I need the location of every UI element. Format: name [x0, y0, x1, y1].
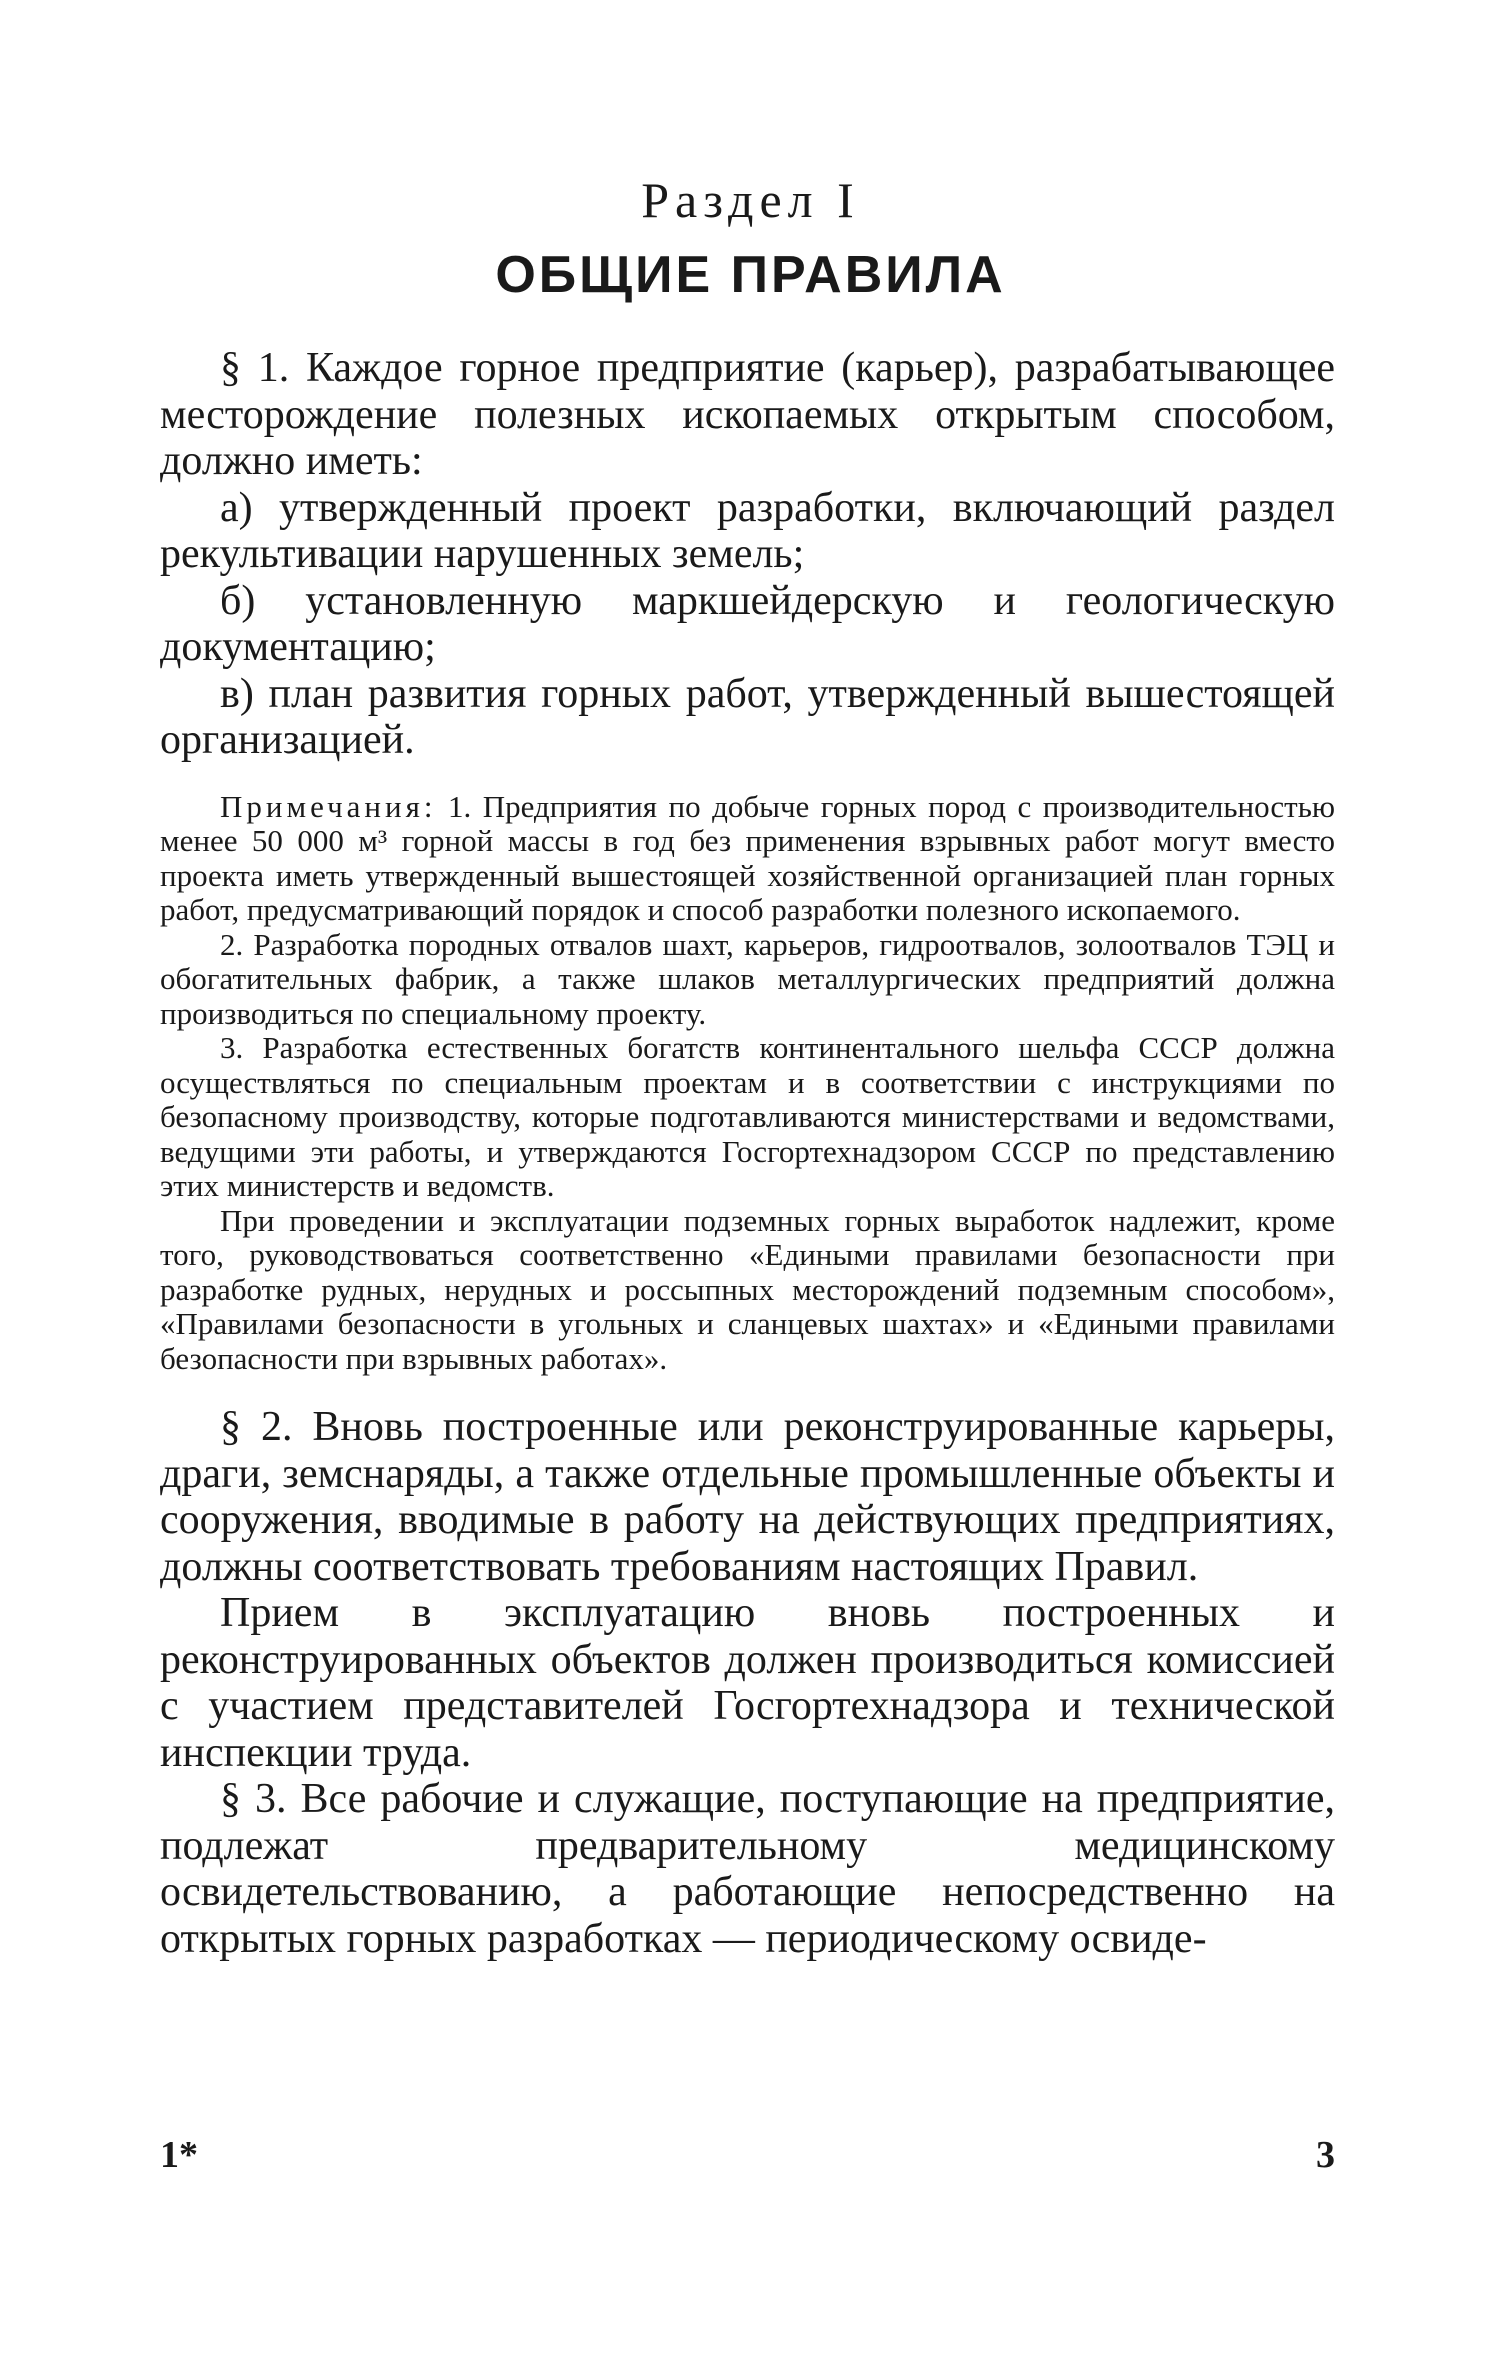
notes-block — [160, 790, 1335, 1377]
paragraph-1-item-a: а) утвержденный проект разработки, включающий раздел рекультивации нарушенных земель; — [160, 484, 1335, 577]
notes-prefix: Примечания: — [220, 788, 437, 824]
note-3: 3. Разработка естественных богатств континентального шельфа СССР должна осуществляться по специальным проектам и в соответствии с инструкциями по безопасному производству, которые подготавливаются министерствами и ведомствами, ведущими эти работы, и утверждаются Госгортехнадзором СССР по представлению этих министерств и ведомств. — [160, 1030, 1335, 1203]
section-label: Раздел I — [641, 172, 860, 228]
page-number: 3 — [1316, 2134, 1335, 2176]
paragraph-1-item-c: в) план развития горных работ, утвержденный вышестоящей организацией. — [160, 670, 1335, 763]
note-1-text: 1. Предприятия по добыче горных пород с производительностью менее 50 000 м³ горной массы в год без применения взрывных работ могут вместо проекта иметь утвержденный вышестоящей хозяйственной организацией план горных работ, предусматривающий порядок и способ разработки полезного ископаемого. — [160, 788, 1335, 927]
note-4: При проведении и эксплуатации подземных горных выработок надлежит, кроме того, руководствоваться соответственно «Едиными правилами безопасности при разработке рудных, нерудных и россыпных месторождений подземным способом», «Правилами безопасности в угольных и сланцевых шахтах» и «Едиными правилами безопасности при взрывных работах». — [160, 1202, 1335, 1376]
paragraph-1-intro: § 1. Каждое горное предприятие (карьер), разрабатывающее месторождение полезных ископаемых открытым способом, должно иметь: — [160, 345, 1335, 484]
section-title: ОБЩИЕ ПРАВИЛА — [495, 246, 1006, 304]
paragraph-2-continued: Прием в эксплуатацию вновь построенных и реконструированных объектов должен производиться комиссией с участием представителей Госгортехнадзора и технической инспекции труда. — [160, 1590, 1335, 1776]
paragraph-1-item-b: б) установленную маркшейдерскую и геологическую документацию; — [160, 577, 1335, 670]
paragraph-3: § 3. Все рабочие и служащие, поступающие на предприятие, подлежат предварительному медицинскому освидетельствованию, а работающие непосредственно на открытых горных разработках — периодическому освиде- — [160, 1776, 1335, 1962]
document-body — [160, 345, 1335, 1962]
note-1 — [160, 790, 1335, 928]
paragraph-2: § 2. Вновь построенные или реконструированные карьеры, драги, земснаряды, а также отдельные промышленные объекты и сооружения, вводимые в работу на действующих предприятиях, должны соответствовать требованиям настоящих Правил. — [160, 1404, 1335, 1590]
note-2: 2. Разработка породных отвалов шахт, карьеров, гидроотвалов, золоотвалов ТЭЦ и обогатительных фабрик, а также шлаков металлургических предприятий должна производиться по специальному проекту. — [160, 926, 1335, 1031]
signature-mark: 1* — [160, 2134, 198, 2176]
